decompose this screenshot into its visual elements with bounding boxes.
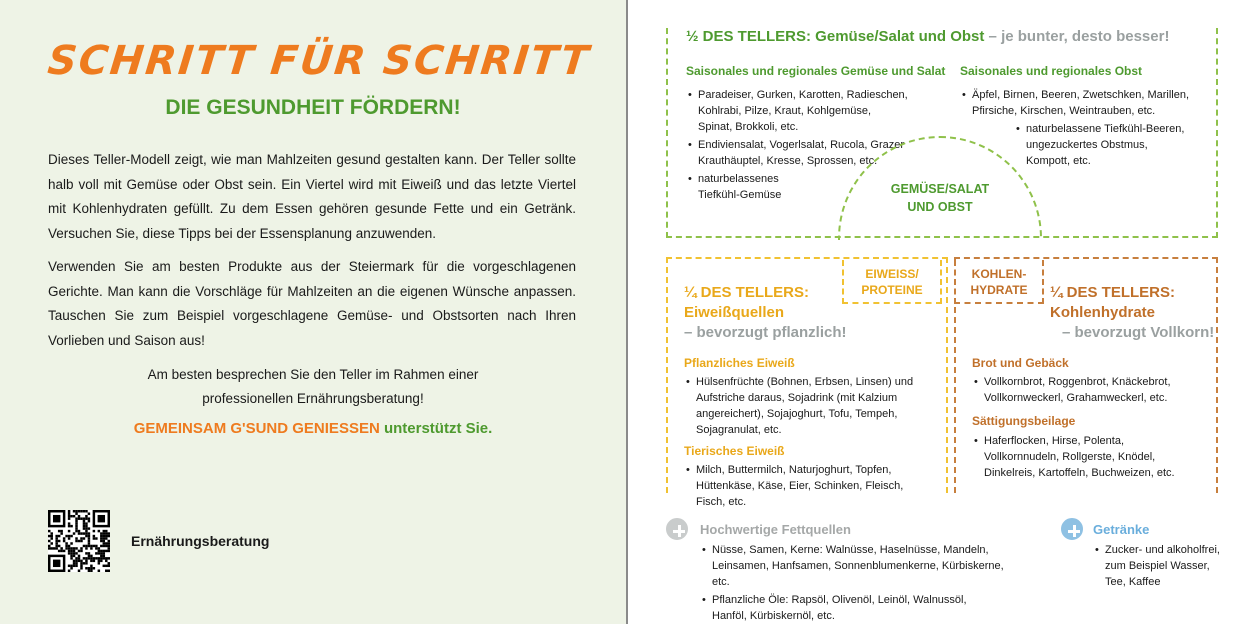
badge-line-2: PROTEINE — [861, 283, 923, 297]
protein-head-line-3: – bevorzugt pflanzlich! — [684, 324, 847, 341]
fats-plus-icon — [666, 518, 688, 540]
drinks-title: Getränke — [1093, 522, 1150, 537]
fruit-title: Saisonales und regionales Obst — [960, 64, 1143, 78]
veg-title: Saisonales und regionales Gemüse und Salat — [686, 64, 946, 78]
motto-suffix: unterstützt Sie. — [379, 420, 493, 437]
advice-line-1: Am besten besprechen Sie den Teller im Rahmen einer — [147, 367, 479, 382]
carbs-head-line-3: – bevorzugt Vollkorn! — [1062, 324, 1215, 341]
protein-heading — [684, 283, 847, 343]
plate-center-label — [838, 180, 1042, 216]
list-item: • Paradeiser, Gurken, Karotten, Radieschen, Kohlrabi, Pilze, Kraut, Kohlgemüse, Spinat, Brokkoli, etc. — [686, 87, 908, 135]
animal-protein-list — [684, 462, 924, 512]
animal-protein-title: Tierisches Eiweiß — [684, 444, 785, 458]
bread-list — [972, 374, 1172, 408]
advice-text — [0, 363, 626, 411]
carbs-heading — [1050, 283, 1214, 343]
badge-line-1: EIWEISS/ — [865, 267, 919, 281]
list-item: • Äpfel, Birnen, Beeren, Zwetschken, Marillen, Pfirsiche, Kirschen, Weintrauben, etc. — [960, 87, 1192, 119]
page-subtitle: DIE GESUNDHEIT FÖRDERN! — [165, 96, 461, 119]
list-item: • Hülsenfrüchte (Bohnen, Erbsen, Linsen) und Aufstriche daraus, Sojadrink (mit Kalzium angereichert), Sojajoghurt, Tofu, Tempeh, Sojagranulat, etc. — [684, 374, 916, 438]
list-item: • Pflanzliche Öle: Rapsöl, Olivenöl, Leinöl, Walnussöl, Hanföl, Kürbiskernöl, etc. — [700, 592, 970, 624]
side-dish-list — [972, 433, 1178, 483]
fats-title: Hochwertige Fettquellen — [700, 522, 851, 537]
motto — [0, 420, 626, 437]
half-plate-heading — [686, 28, 1173, 45]
intro-panel — [0, 0, 626, 624]
protein-head-line-1: ¼ DES TELLERS: — [684, 284, 810, 301]
list-item: • Zucker- und alkoholfrei, zum Beispiel Wasser, Tee, Kaffee — [1093, 542, 1221, 590]
intro-paragraph-1: Dieses Teller-Modell zeigt, wie man Mahlzeiten gesund gestalten kann. Der Teller sollte halb voll mit Gemüse oder Obst sein. Ein Viertel wird mit Eiweiß und das letzte Viertel mit Kohlenhydraten gefüllt. Zu dem Essen gehören gesunde Fette und ein Getränk. Versuchen Sie, diese Tipps bei der Essensplanung anzuwenden. — [48, 152, 576, 241]
qr-label: Ernährungsberatung — [131, 533, 270, 549]
list-item: • Haferflocken, Hirse, Polenta, Vollkornnudeln, Rollgerste, Knödel, Dinkelreis, Kartoffeln, Buchweizen, etc. — [972, 433, 1178, 481]
half-heading-main: ½ DES TELLERS: Gemüse/Salat und Obst — [686, 28, 985, 45]
intro-paragraph-2: Verwenden Sie am besten Produkte aus der Steiermark für die vorgeschlagenen Gerichte. Man kann die Vorschläge für Mahlzeiten an die eigenen Wünsche anpassen. Tauschen Sie zum Beispiel vorgeschlagene Gemüse- und Obstsorten nach Ihren Vorlieben und Saison aus! — [48, 259, 576, 348]
center-line-2: UND OBST — [907, 200, 973, 214]
drinks-list — [1093, 542, 1221, 592]
side-dish-title: Sättigungsbeilage — [972, 414, 1076, 428]
carbs-head-line-1: ¼ DES TELLERS: — [1050, 284, 1176, 301]
list-item: • Vollkornbrot, Roggenbrot, Knäckebrot, Vollkornweckerl, Grahamweckerl, etc. — [972, 374, 1172, 406]
page-title: SCHRITT FÜR SCHRITT — [45, 38, 593, 84]
advice-line-2: professionellen Ernährungsberatung! — [202, 391, 424, 406]
bread-title: Brot und Gebäck — [972, 356, 1069, 370]
half-heading-sub: – je bunter, desto besser! — [984, 28, 1170, 45]
badge-line-1: KOHLEN- — [971, 267, 1027, 281]
motto-brand: GEMEINSAM G'SUND GENIESSEN — [133, 420, 380, 437]
list-item: • Endiviensalat, Vogerlsalat, Rucola, Grazer Krauthäuptel, Kresse, Sprossen, etc. — [686, 137, 908, 169]
plant-protein-list — [684, 374, 916, 440]
carbs-badge — [954, 260, 1044, 304]
plant-protein-title: Pflanzliches Eiweiß — [684, 356, 795, 370]
list-item: • Milch, Buttermilch, Naturjoghurt, Topfen, Hüttenkäse, Käse, Eier, Schinken, Fleisch, Fisch, etc. — [684, 462, 924, 510]
list-item: • naturbelassene Tiefkühl-Beeren, ungezuckertes Obstmus, Kompott, etc. — [1014, 121, 1190, 169]
fold-divider — [626, 0, 628, 624]
qr-code-icon[interactable] — [48, 510, 110, 572]
drinks-plus-icon — [1061, 518, 1083, 540]
badge-line-2: HYDRATE — [970, 283, 1028, 297]
protein-head-line-2: Eiweißquellen — [684, 304, 785, 321]
list-item: • Nüsse, Samen, Kerne: Walnüsse, Haselnüsse, Mandeln, Leinsamen, Hanfsamen, Sonnenblumenkerne, Kürbiskerne, etc. — [700, 542, 1010, 590]
list-item: • naturbelassenes Tiefkühl-Gemüse — [686, 171, 796, 203]
protein-badge — [842, 260, 942, 304]
center-line-1: GEMÜSE/SALAT — [890, 182, 990, 196]
carbs-head-line-2: Kohlenhydrate — [1050, 304, 1156, 321]
fats-list — [700, 542, 1010, 624]
